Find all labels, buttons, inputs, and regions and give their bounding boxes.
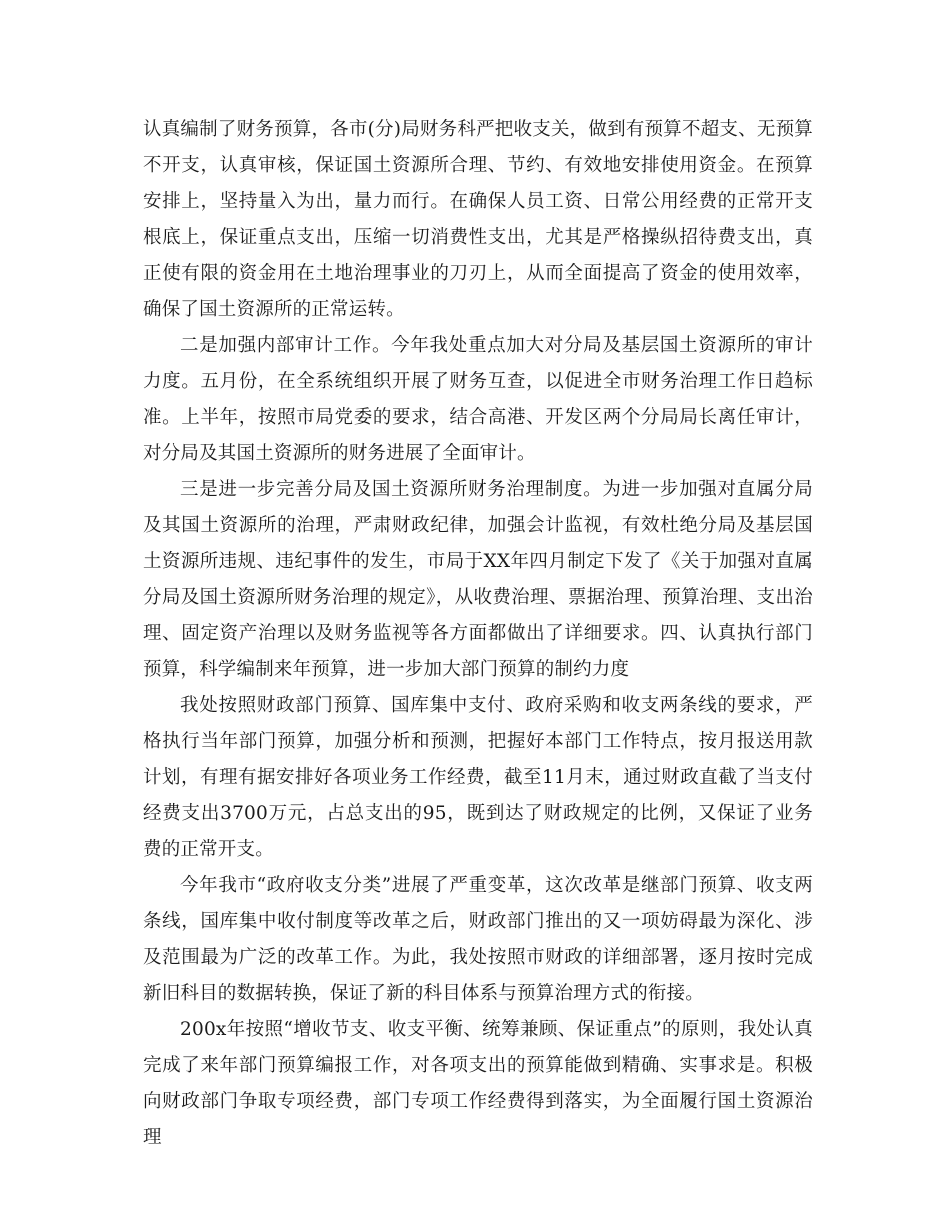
document-body: [143, 112, 813, 1156]
paragraph-4: 我处按照财政部门预算、国库集中支付、政府采购和收支两条线的要求，严格执行当年部门预算，加强分析和预测，把握好本部门工作特点，按月报送用款计划，有理有据安排好各项业务工作经费，截至11月末，通过财政直截了当支付经费支出3700万元，占总支出的95，既到达了财政规定的比例，又保证了业务费的正常开支。: [143, 695, 813, 860]
paragraph-3: 三是进一步完善分局及国土资源所财务治理制度。为进一步加强对直属分局及其国土资源所的治理，严肃财政纪律，加强会计监视，有效杜绝分局及基层国土资源所违规、违纪事件的发生，市局于XX年四月制定下发了《关于加强对直属分局及国土资源所财务治理的规定》，从收费治理、票据治理、预算治理、支出治理、固定资产治理以及财务监视等各方面都做出了详细要求。四、认真执行部门预算，科学编制来年预算，进一步加大部门预算的制约力度: [143, 479, 813, 680]
paragraph-5: 今年我市“政府收支分类”进展了严重变革，这次改革是继部门预算、收支两条线，国库集中收付制度等改革之后，财政部门推出的又一项妨碍最为深化、涉及范围最为广泛的改革工作。为此，我处按照市财政的详细部署，逐月按时完成新旧科目的数据转换，保证了新的科目体系与预算治理方式的衔接。: [143, 875, 813, 1004]
paragraph-2: 二是加强内部审计工作。今年我处重点加大对分局及基层国土资源所的审计力度。五月份，在全系统组织开展了财务互查，以促进全市财务治理工作日趋标准。上半年，按照市局党委的要求，结合高港、开发区两个分局局长离任审计，对分局及其国土资源所的财务进展了全面审计。: [143, 335, 813, 464]
paragraph-6: 200x年按照“增收节支、收支平衡、统筹兼顾、保证重点”的原则，我处认真完成了来年部门预算编报工作，对各项支出的预算能做到精确、实事求是。积极向财政部门争取专项经费，部门专项工作经费得到落实，为全面履行国土资源治理: [143, 1019, 813, 1148]
paragraph-1: 认真编制了财务预算，各市(分)局财务科严把收支关，做到有预算不超支、无预算不开支，认真审核，保证国土资源所合理、节约、有效地安排使用资金。在预算安排上，坚持量入为出，量力而行。在确保人员工资、日常公用经费的正常开支根底上，保证重点支出，压缩一切消费性支出，尤其是严格操纵招待费支出，真正使有限的资金用在土地治理事业的刀刃上，从而全面提高了资金的使用效率，确保了国土资源所的正常运转。: [143, 119, 813, 320]
